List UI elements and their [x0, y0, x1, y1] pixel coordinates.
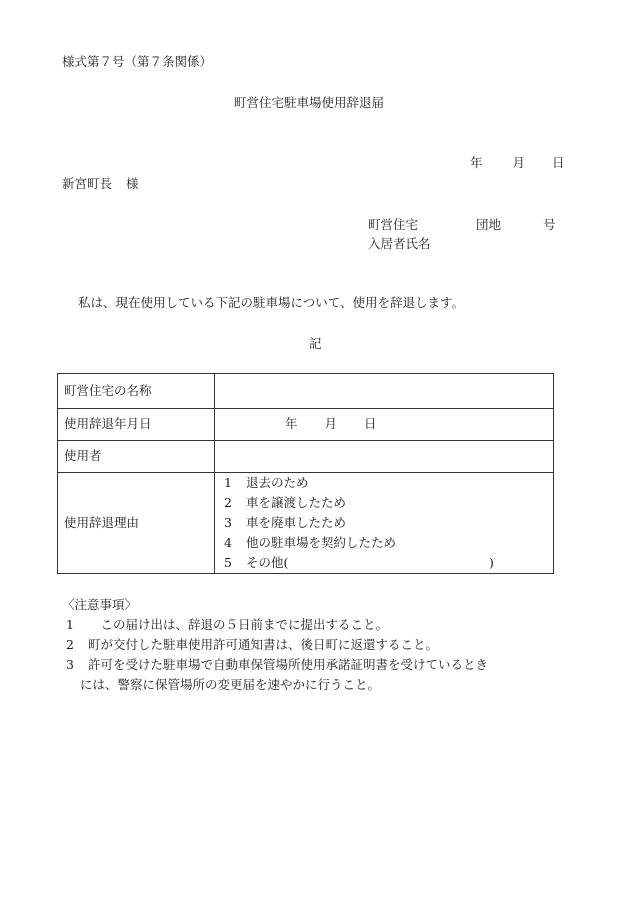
note-text: 許可を受けた駐車場で自動車保管場所使用承諾証明書を受けているとき [88, 657, 489, 672]
reason-number: 4 [224, 535, 232, 550]
withdraw-day-label: 日 [364, 416, 377, 432]
note-text-continued: には、警察に保管場所の変更届を速やかに行うこと。 [80, 677, 381, 692]
room-number-label: 号 [543, 217, 556, 232]
note-item [66, 619, 388, 632]
withdraw-month-label: 月 [324, 416, 338, 432]
reason-options [215, 473, 554, 574]
reason-option-other[interactable] [221, 553, 547, 573]
reason-text: 他の駐車場を契約したため [246, 535, 397, 550]
reason-text: その他( [246, 555, 289, 570]
table-row [58, 374, 554, 409]
note-text: 町が交付した駐車使用許可通知書は、後日町に返還すること。 [88, 637, 439, 652]
reason-number: 3 [224, 515, 232, 530]
note-item [66, 659, 488, 672]
addressee-name: 新宮町長 [62, 176, 113, 191]
housing-label: 町営住宅 [368, 217, 419, 232]
housing-name-field[interactable] [215, 374, 554, 409]
date-month-label: 月 [512, 155, 526, 170]
reason-option[interactable] [221, 493, 547, 513]
declaration-text: 私は、現在使用している下記の駐車場について、使用を辞退します。 [78, 295, 465, 310]
note-number: 3 [66, 657, 74, 672]
note-number: 1 [66, 617, 74, 632]
document-title: 町営住宅駐車場使用辞退届 [234, 95, 385, 110]
reason-option[interactable] [221, 513, 547, 533]
reason-option[interactable] [221, 533, 547, 553]
ki-heading: 記 [309, 336, 322, 351]
table-row [58, 473, 554, 574]
notes-heading: 〈注意事項〉 [62, 597, 138, 612]
reason-option[interactable] [221, 473, 547, 493]
withdraw-date-field[interactable] [215, 409, 554, 441]
user-label: 使用者 [58, 441, 215, 473]
reason-text: 車を譲渡したため [246, 495, 347, 510]
date-year-label: 年 [470, 155, 483, 170]
other-close-paren: ) [489, 555, 494, 570]
note-text: この届け出は、辞退の５日前までに提出すること。 [88, 617, 389, 632]
addressee [62, 178, 139, 191]
applicant-housing-line [368, 219, 556, 232]
table-row [58, 409, 554, 441]
resident-name-label: 入居者氏名 [368, 236, 431, 251]
reason-label: 使用辞退理由 [58, 473, 215, 574]
user-field[interactable] [215, 441, 554, 473]
reason-number: 2 [224, 495, 232, 510]
submission-date [470, 157, 565, 170]
complex-label: 団地 [476, 217, 502, 232]
date-day-label: 日 [552, 155, 565, 170]
addressee-honorific: 様 [126, 176, 139, 191]
reason-number: 5 [224, 555, 232, 570]
note-item [66, 639, 438, 652]
withdraw-year-label: 年 [285, 416, 298, 432]
note-number: 2 [66, 637, 74, 652]
housing-name-label: 町営住宅の名称 [58, 374, 215, 409]
form-number: 様式第７号（第７条関係） [62, 54, 213, 69]
details-table [57, 373, 554, 574]
table-row [58, 441, 554, 473]
reason-number: 1 [224, 475, 232, 490]
reason-text: 車を廃車したため [246, 515, 347, 530]
withdraw-date-label: 使用辞退年月日 [58, 409, 215, 441]
reason-text: 退去のため [246, 475, 309, 490]
